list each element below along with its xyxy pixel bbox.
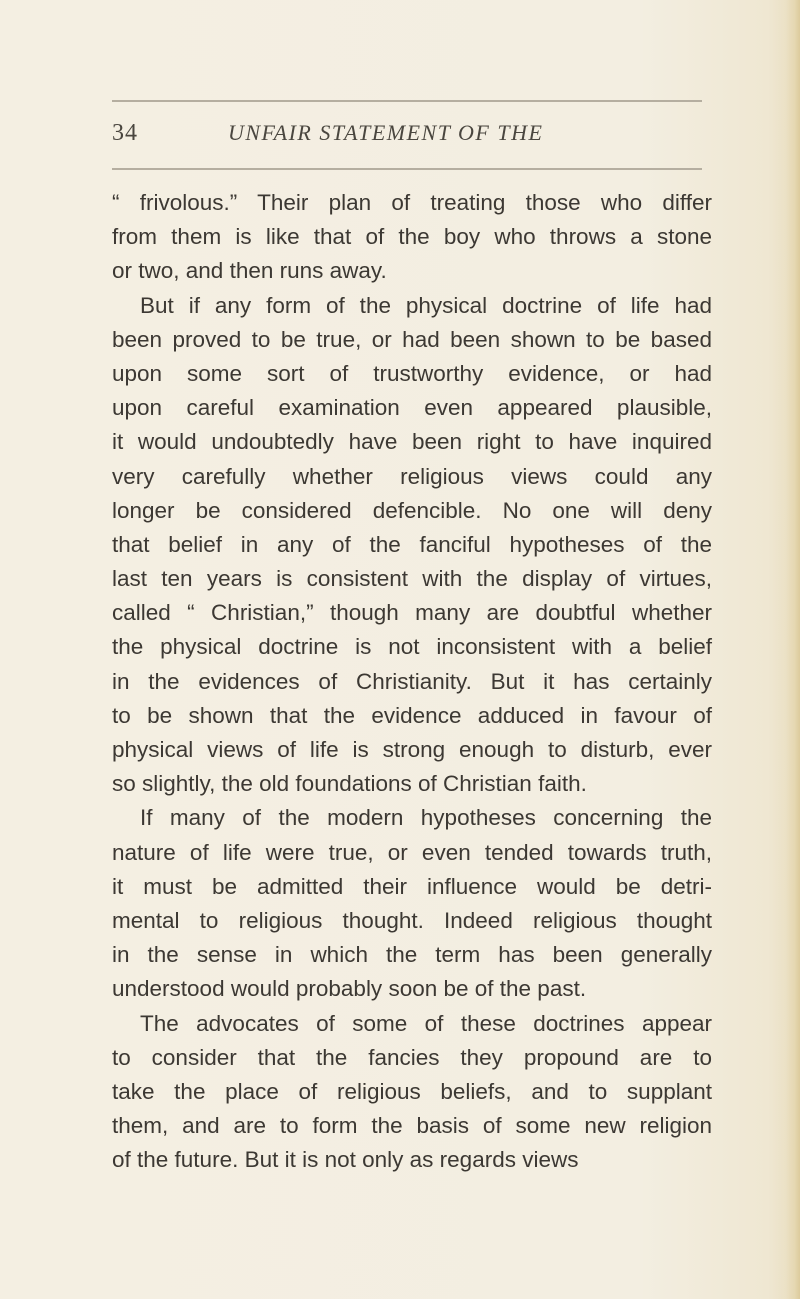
text-line: “ frivolous.” Their plan of treating those who differ — [112, 190, 712, 215]
running-head — [112, 118, 702, 154]
text-line: physical views of life is strong enough to disturb, ever — [112, 737, 712, 762]
body-text — [112, 186, 712, 1177]
text-line: upon careful examination even appeared plausible, — [112, 395, 712, 421]
text-line: to be shown that the evidence adduced in favour of — [112, 702, 712, 728]
text-line: that belief in any of the fanciful hypotheses of the — [112, 531, 712, 557]
text-line: to consider that the fancies they propound are to — [112, 1044, 712, 1070]
text-line: from them is like that of the boy who throws a stone — [112, 224, 712, 250]
text-line: it must be admitted their influence would be detri- — [112, 873, 712, 899]
text-line: longer be considered defencible. No one will deny — [112, 497, 712, 523]
text-line: very carefully whether religious views could any — [112, 463, 712, 489]
text-line: of the future. But it is not only as regards views — [112, 1147, 579, 1173]
text-line: The advocates of some of these doctrines appear — [140, 1010, 712, 1036]
text-line: it would undoubtedly have been right to have inquired — [112, 429, 712, 455]
text-line: nature of life were true, or even tended towards truth, — [112, 839, 712, 865]
text-line: called “ Christian,” though many are doubtful whether — [112, 600, 712, 626]
text-line: last ten years is consistent with the display of virtues, — [112, 566, 712, 592]
header-rule-bottom — [112, 168, 702, 170]
text-line: mental to religious thought. Indeed religious thought — [112, 907, 712, 933]
running-title: UNFAIR STATEMENT OF THE — [228, 120, 544, 145]
page-number: 34 — [112, 120, 138, 146]
text-line: understood would probably soon be of the past. — [112, 976, 587, 1002]
text-line: or two, and then runs away. — [112, 258, 387, 284]
text-line: them, and are to form the basis of some new religion — [112, 1113, 712, 1139]
text-line: in the sense in which the term has been generally — [112, 942, 712, 968]
page-edge-shadow — [786, 0, 800, 1299]
text-line: take the place of religious beliefs, and to supplant — [112, 1078, 712, 1104]
text-line: But if any form of the physical doctrine of life had — [140, 292, 712, 318]
header-rule-top — [112, 100, 702, 102]
text-line: in the evidences of Christianity. But it has certainly — [112, 668, 712, 694]
text-line: upon some sort of trustworthy evidence, or had — [112, 360, 712, 386]
text-line: If many of the modern hypotheses concerning the — [140, 805, 712, 831]
text-line: the physical doctrine is not inconsistent with a belief — [112, 634, 712, 660]
text-line: so slightly, the old foundations of Christian faith. — [112, 771, 587, 797]
text-line: been proved to be true, or had been shown to be based — [112, 326, 712, 352]
